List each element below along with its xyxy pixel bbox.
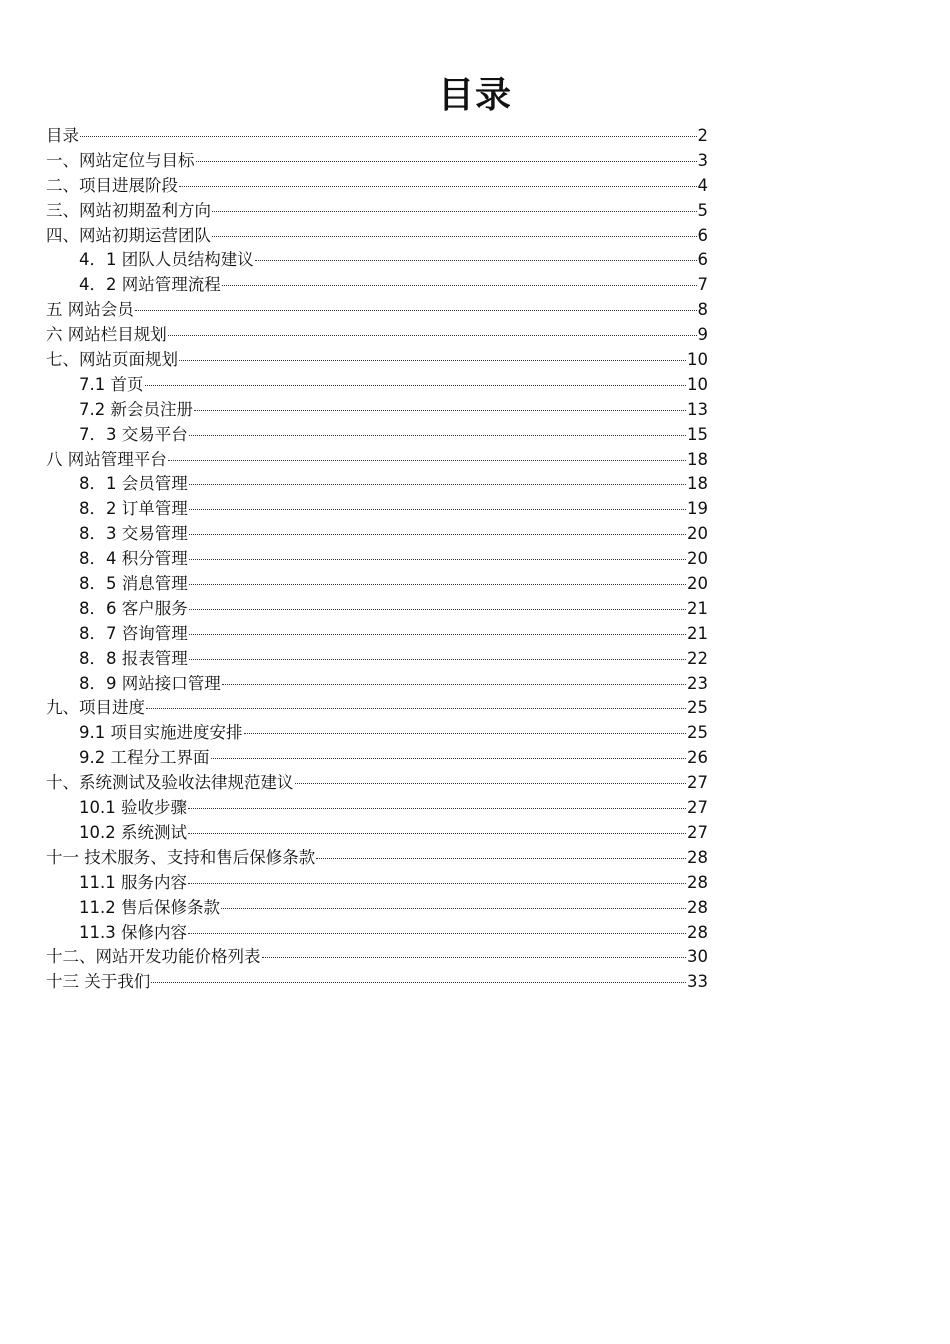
toc-entry-page-number[interactable]: 9 xyxy=(697,325,708,345)
toc-entry[interactable] xyxy=(46,746,708,771)
toc-entry[interactable] xyxy=(46,945,708,970)
toc-entry-page-number[interactable]: 13 xyxy=(687,399,708,419)
toc-entry-label[interactable]: 目录 xyxy=(46,126,79,145)
toc-entry[interactable] xyxy=(46,448,708,473)
toc-dot-leader xyxy=(179,359,686,361)
toc-entry-label[interactable]: 9.2 工程分工界面 xyxy=(79,748,210,768)
toc-entry-label[interactable]: 十二、网站开发功能价格列表 xyxy=(46,947,261,967)
toc-entry[interactable] xyxy=(46,472,708,497)
toc-entry[interactable] xyxy=(46,821,708,846)
toc-entry[interactable] xyxy=(46,174,708,199)
toc-entry-page-number[interactable]: 5 xyxy=(697,200,708,220)
toc-entry-label[interactable]: 8．7 咨询管理 xyxy=(79,623,188,643)
toc-entry-page-number[interactable]: 6 xyxy=(697,225,708,245)
toc-dot-leader xyxy=(262,956,687,958)
toc-dot-leader xyxy=(189,483,686,485)
toc-entry-page-number[interactable]: 23 xyxy=(687,673,708,693)
toc-dot-leader xyxy=(255,259,697,261)
toc-dot-leader xyxy=(189,633,686,635)
toc-dot-leader xyxy=(146,707,686,709)
toc-dot-leader xyxy=(168,459,686,461)
toc-entry-page-number[interactable]: 18 xyxy=(687,474,708,494)
toc-entry-label[interactable]: 十、系统测试及验收法律规范建议 xyxy=(46,773,294,793)
toc-entry-label[interactable]: 9.1 项目实施进度安排 xyxy=(79,723,243,743)
toc-entry-label[interactable]: 六 网站栏目规划 xyxy=(46,325,167,345)
toc-entry-label[interactable]: 十一 技术服务、支持和售后保修条款 xyxy=(46,847,316,867)
toc-entry-page-number[interactable]: 28 xyxy=(687,847,708,867)
toc-dot-leader xyxy=(196,160,697,162)
toc-entry-label[interactable]: 7．3 交易平台 xyxy=(79,424,188,444)
toc-entry-page-number[interactable]: 33 xyxy=(687,972,708,992)
toc-dot-leader xyxy=(295,782,687,784)
toc-entry-page-number[interactable]: 26 xyxy=(687,748,708,768)
toc-entry-page-number[interactable]: 27 xyxy=(687,798,708,818)
toc-entry-label[interactable]: 8．9 网站接口管理 xyxy=(79,673,221,693)
toc-entry-label[interactable]: 九、项目进度 xyxy=(46,698,145,718)
toc-entry-label[interactable]: 11.1 服务内容 xyxy=(79,872,187,892)
toc-entry-label[interactable]: 11.2 售后保修条款 xyxy=(79,897,220,917)
toc-dot-leader xyxy=(244,732,687,734)
toc-entry[interactable] xyxy=(46,423,708,448)
toc-entry[interactable] xyxy=(46,224,708,249)
toc-entry-page-number[interactable]: 3 xyxy=(697,150,708,170)
toc-entry-page-number[interactable]: 21 xyxy=(687,598,708,618)
toc-entry[interactable] xyxy=(46,298,708,323)
toc-dot-leader xyxy=(145,384,687,386)
toc-dot-leader xyxy=(188,807,686,809)
toc-entry-label[interactable]: 一、网站定位与目标 xyxy=(46,150,195,170)
toc-entry-page-number[interactable]: 8 xyxy=(697,300,708,320)
toc-entry-page-number[interactable]: 28 xyxy=(687,872,708,892)
toc-entry-page-number[interactable]: 30 xyxy=(687,947,708,967)
toc-dot-leader xyxy=(189,658,686,660)
toc-entry[interactable] xyxy=(46,622,708,647)
toc-dot-leader xyxy=(151,981,686,983)
toc-entry-page-number[interactable]: 10 xyxy=(687,350,708,370)
toc-entry-page-number[interactable]: 25 xyxy=(687,723,708,743)
toc-entry[interactable] xyxy=(46,373,708,398)
toc-entry[interactable] xyxy=(46,149,708,174)
toc-entry-page-number[interactable]: 10 xyxy=(687,374,708,394)
toc-entry-page-number[interactable]: 27 xyxy=(687,822,708,842)
toc-dot-leader xyxy=(189,434,686,436)
toc-entry-label[interactable]: 十三 关于我们 xyxy=(46,972,151,992)
toc-dot-leader xyxy=(188,882,686,884)
toc-entry[interactable] xyxy=(46,522,708,547)
toc-entry-label[interactable]: 4．1 团队人员结构建议 xyxy=(79,250,254,270)
toc-dot-leader xyxy=(189,508,686,510)
toc-entry-label[interactable]: 8．3 交易管理 xyxy=(79,524,188,544)
toc-entry-label[interactable]: 8．2 订单管理 xyxy=(79,499,188,519)
toc-entry-page-number[interactable]: 2 xyxy=(697,126,708,145)
toc-entry-page-number[interactable]: 20 xyxy=(687,549,708,569)
toc-entry[interactable] xyxy=(46,871,708,896)
toc-entry[interactable] xyxy=(46,348,708,373)
toc-entry[interactable] xyxy=(46,647,708,672)
toc-entry-label[interactable]: 10.1 验收步骤 xyxy=(79,798,187,818)
toc-entry-page-number[interactable]: 27 xyxy=(687,773,708,793)
toc-entry-page-number[interactable]: 21 xyxy=(687,623,708,643)
toc-entry-page-number[interactable]: 28 xyxy=(687,897,708,917)
toc-entry[interactable] xyxy=(46,398,708,423)
toc-dot-leader xyxy=(316,857,686,859)
toc-entry-label[interactable]: 8．6 客户服务 xyxy=(79,598,188,618)
toc-entry-label[interactable]: 8．5 消息管理 xyxy=(79,574,188,594)
toc-entry-label[interactable]: 7.1 首页 xyxy=(79,374,144,394)
toc-dot-leader xyxy=(212,235,697,237)
toc-dot-leader xyxy=(212,210,697,212)
toc-dot-leader xyxy=(194,409,686,411)
toc-entry-page-number[interactable]: 6 xyxy=(697,250,708,270)
toc-entry-page-number[interactable]: 25 xyxy=(687,698,708,718)
toc-entry-page-number[interactable]: 20 xyxy=(687,524,708,544)
toc-dot-leader xyxy=(80,135,697,137)
toc-dot-leader xyxy=(179,185,697,187)
toc-dot-leader xyxy=(211,757,687,759)
toc-dot-leader xyxy=(135,309,697,311)
toc-entry-label[interactable]: 8．4 积分管理 xyxy=(79,549,188,569)
toc-entry[interactable] xyxy=(46,547,708,572)
toc-entry-label[interactable]: 4．2 网站管理流程 xyxy=(79,275,221,295)
toc-entry[interactable] xyxy=(46,199,708,224)
toc-entry[interactable] xyxy=(46,896,708,921)
toc-entry-label[interactable]: 8．8 报表管理 xyxy=(79,648,188,668)
toc-entry[interactable] xyxy=(46,921,708,946)
toc-entry[interactable] xyxy=(46,771,708,796)
toc-dot-leader xyxy=(189,608,686,610)
toc-entry-label[interactable]: 8．1 会员管理 xyxy=(79,474,188,494)
toc-entry[interactable] xyxy=(46,796,708,821)
toc-entry-page-number[interactable]: 4 xyxy=(697,175,708,195)
toc-entry-page-number[interactable]: 15 xyxy=(687,424,708,444)
toc-entry-label[interactable]: 七、网站页面规划 xyxy=(46,350,178,370)
toc-entry[interactable] xyxy=(46,672,708,697)
toc-dot-leader xyxy=(221,907,686,909)
toc-dot-leader xyxy=(222,683,686,685)
toc-dot-leader xyxy=(188,932,686,934)
toc-dot-leader xyxy=(189,533,686,535)
toc-entry[interactable] xyxy=(46,273,708,298)
toc-entry-label[interactable]: 五 网站会员 xyxy=(46,300,134,320)
toc-dot-leader xyxy=(168,334,697,336)
toc-entry[interactable] xyxy=(46,970,708,995)
toc-entry[interactable] xyxy=(46,696,708,721)
toc-entry[interactable] xyxy=(46,248,708,273)
page-title: 目录 xyxy=(437,75,512,116)
toc-entry-label[interactable]: 10.2 系统测试 xyxy=(79,822,187,842)
toc-entry-label[interactable]: 四、网站初期运营团队 xyxy=(46,225,211,245)
toc-dot-leader xyxy=(189,558,686,560)
toc-entry[interactable] xyxy=(46,597,708,622)
toc-entry-label[interactable]: 7.2 新会员注册 xyxy=(79,399,193,419)
toc-entry-page-number[interactable]: 18 xyxy=(687,449,708,469)
toc-entry-page-number[interactable]: 7 xyxy=(697,275,708,295)
toc-entry[interactable] xyxy=(46,846,708,871)
toc-entry[interactable] xyxy=(46,497,708,522)
table-of-contents xyxy=(46,124,708,995)
toc-entry-label[interactable]: 三、网站初期盈利方向 xyxy=(46,200,211,220)
toc-entry[interactable] xyxy=(46,124,708,149)
toc-entry-page-number[interactable]: 28 xyxy=(687,922,708,942)
toc-entry[interactable] xyxy=(46,721,708,746)
toc-dot-leader xyxy=(188,832,686,834)
toc-entry-page-number[interactable]: 19 xyxy=(687,499,708,519)
toc-entry-page-number[interactable]: 22 xyxy=(687,648,708,668)
toc-entry-label[interactable]: 11.3 保修内容 xyxy=(79,922,187,942)
toc-dot-leader xyxy=(189,583,686,585)
toc-dot-leader xyxy=(222,284,697,286)
toc-entry-page-number[interactable]: 20 xyxy=(687,574,708,594)
toc-entry[interactable] xyxy=(46,323,708,348)
toc-entry[interactable] xyxy=(46,572,708,597)
toc-entry-label[interactable]: 二、项目进展阶段 xyxy=(46,175,178,195)
toc-entry-label[interactable]: 八 网站管理平台 xyxy=(46,449,167,469)
